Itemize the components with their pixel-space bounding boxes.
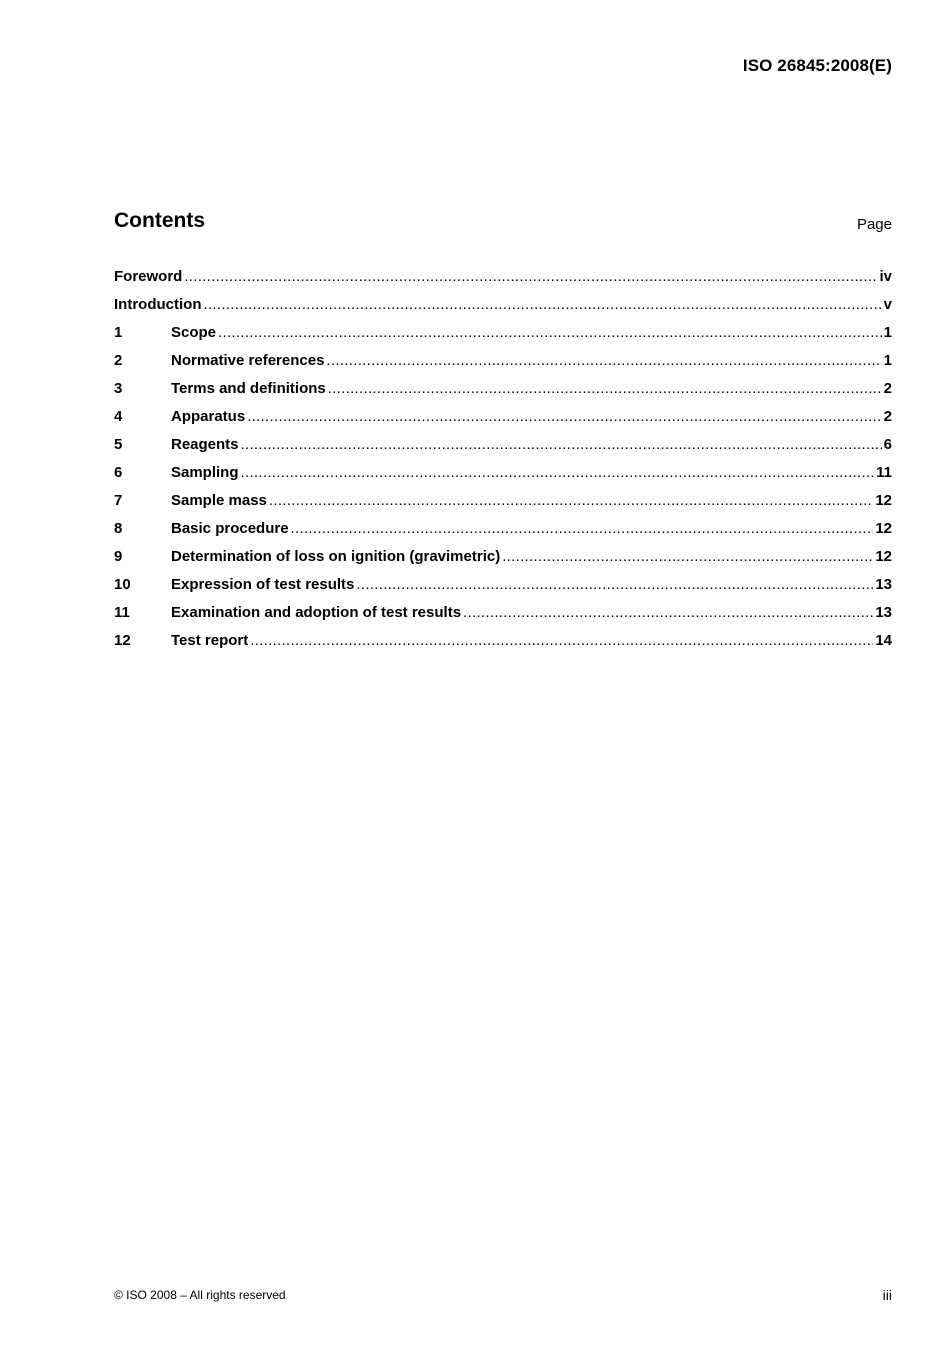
- toc-entry-title: Reagents: [171, 436, 239, 453]
- toc-entry-page: 12: [875, 548, 892, 565]
- toc-entry-7[interactable]: [114, 492, 892, 520]
- toc-entry-11[interactable]: [114, 604, 892, 632]
- toc-entry-number: 3: [114, 380, 123, 397]
- toc-entry-title: Sampling: [171, 464, 239, 481]
- dot-leader: [218, 324, 882, 341]
- toc-entry-title: Normative references: [171, 352, 325, 369]
- toc-entry-page: 1: [883, 352, 892, 369]
- toc-entry-title: Basic procedure: [171, 520, 289, 537]
- dot-leader: [326, 352, 881, 369]
- toc-entry-page: 13: [875, 604, 892, 621]
- toc-entry-title: Determination of loss on ignition (gravimetric): [171, 548, 501, 565]
- toc-entry-2[interactable]: [114, 352, 892, 380]
- toc-entry-4[interactable]: [114, 408, 892, 436]
- footer-page-number: iii: [882, 1287, 892, 1303]
- dot-leader: [184, 268, 877, 285]
- dot-leader: [203, 296, 881, 313]
- toc-entry-page: v: [883, 296, 892, 313]
- toc-entry-number: 12: [114, 632, 131, 649]
- dot-leader: [247, 408, 881, 425]
- toc-entry-6[interactable]: [114, 464, 892, 492]
- toc-entry-12[interactable]: [114, 632, 892, 660]
- dot-leader: [356, 576, 873, 593]
- table-of-contents: [114, 268, 892, 660]
- toc-entry-page: iv: [879, 268, 892, 285]
- toc-entry-number: 8: [114, 520, 123, 537]
- dot-leader: [241, 436, 882, 453]
- dot-leader: [502, 548, 873, 565]
- toc-entry-9[interactable]: [114, 548, 892, 576]
- dot-leader: [269, 492, 873, 509]
- toc-entry-number: 2: [114, 352, 123, 369]
- toc-entry-foreword[interactable]: [114, 268, 892, 296]
- toc-entry-number: 9: [114, 548, 123, 565]
- toc-entry-title: Terms and definitions: [171, 380, 326, 397]
- contents-heading: Contents: [114, 209, 205, 232]
- toc-entry-title: Examination and adoption of test results: [171, 604, 462, 621]
- toc-entry-page: 6: [883, 436, 892, 453]
- toc-entry-number: 10: [114, 576, 131, 593]
- page-column-label: Page: [856, 216, 892, 233]
- toc-entry-8[interactable]: [114, 520, 892, 548]
- toc-entry-3[interactable]: [114, 380, 892, 408]
- toc-entry-title: Introduction: [114, 296, 202, 313]
- toc-entry-number: 11: [114, 604, 130, 621]
- toc-entry-number: 5: [114, 436, 123, 453]
- toc-entry-title: Test report: [171, 632, 249, 649]
- toc-entry-page: 2: [883, 408, 892, 425]
- dot-leader: [328, 380, 882, 397]
- dot-leader: [250, 632, 873, 649]
- toc-entry-number: 7: [114, 492, 123, 509]
- toc-entry-title: Expression of test results: [171, 576, 355, 593]
- document-identifier: ISO 26845:2008(E): [742, 56, 892, 75]
- toc-entry-number: 1: [114, 324, 123, 341]
- toc-entry-page: 13: [875, 576, 892, 593]
- toc-entry-number: 4: [114, 408, 123, 425]
- toc-entry-5[interactable]: [114, 436, 892, 464]
- toc-entry-title: Scope: [171, 324, 217, 341]
- toc-entry-page: 12: [875, 492, 892, 509]
- dot-leader: [241, 464, 875, 481]
- toc-entry-title: Sample mass: [171, 492, 267, 509]
- toc-entry-page: 2: [883, 380, 892, 397]
- dot-leader: [463, 604, 873, 621]
- dot-leader: [291, 520, 874, 537]
- toc-entry-title: Apparatus: [171, 408, 246, 425]
- toc-entry-title: Foreword: [114, 268, 183, 285]
- toc-entry-page: 1: [883, 324, 892, 341]
- toc-entry-page: 14: [875, 632, 892, 649]
- toc-entry-introduction[interactable]: [114, 296, 892, 324]
- toc-entry-page: 12: [875, 520, 892, 537]
- toc-entry-10[interactable]: [114, 576, 892, 604]
- toc-entry-number: 6: [114, 464, 123, 481]
- copyright-notice: © ISO 2008 – All rights reserved: [114, 1288, 286, 1302]
- toc-entry-1[interactable]: [114, 324, 892, 352]
- toc-entry-page: 11: [876, 464, 892, 481]
